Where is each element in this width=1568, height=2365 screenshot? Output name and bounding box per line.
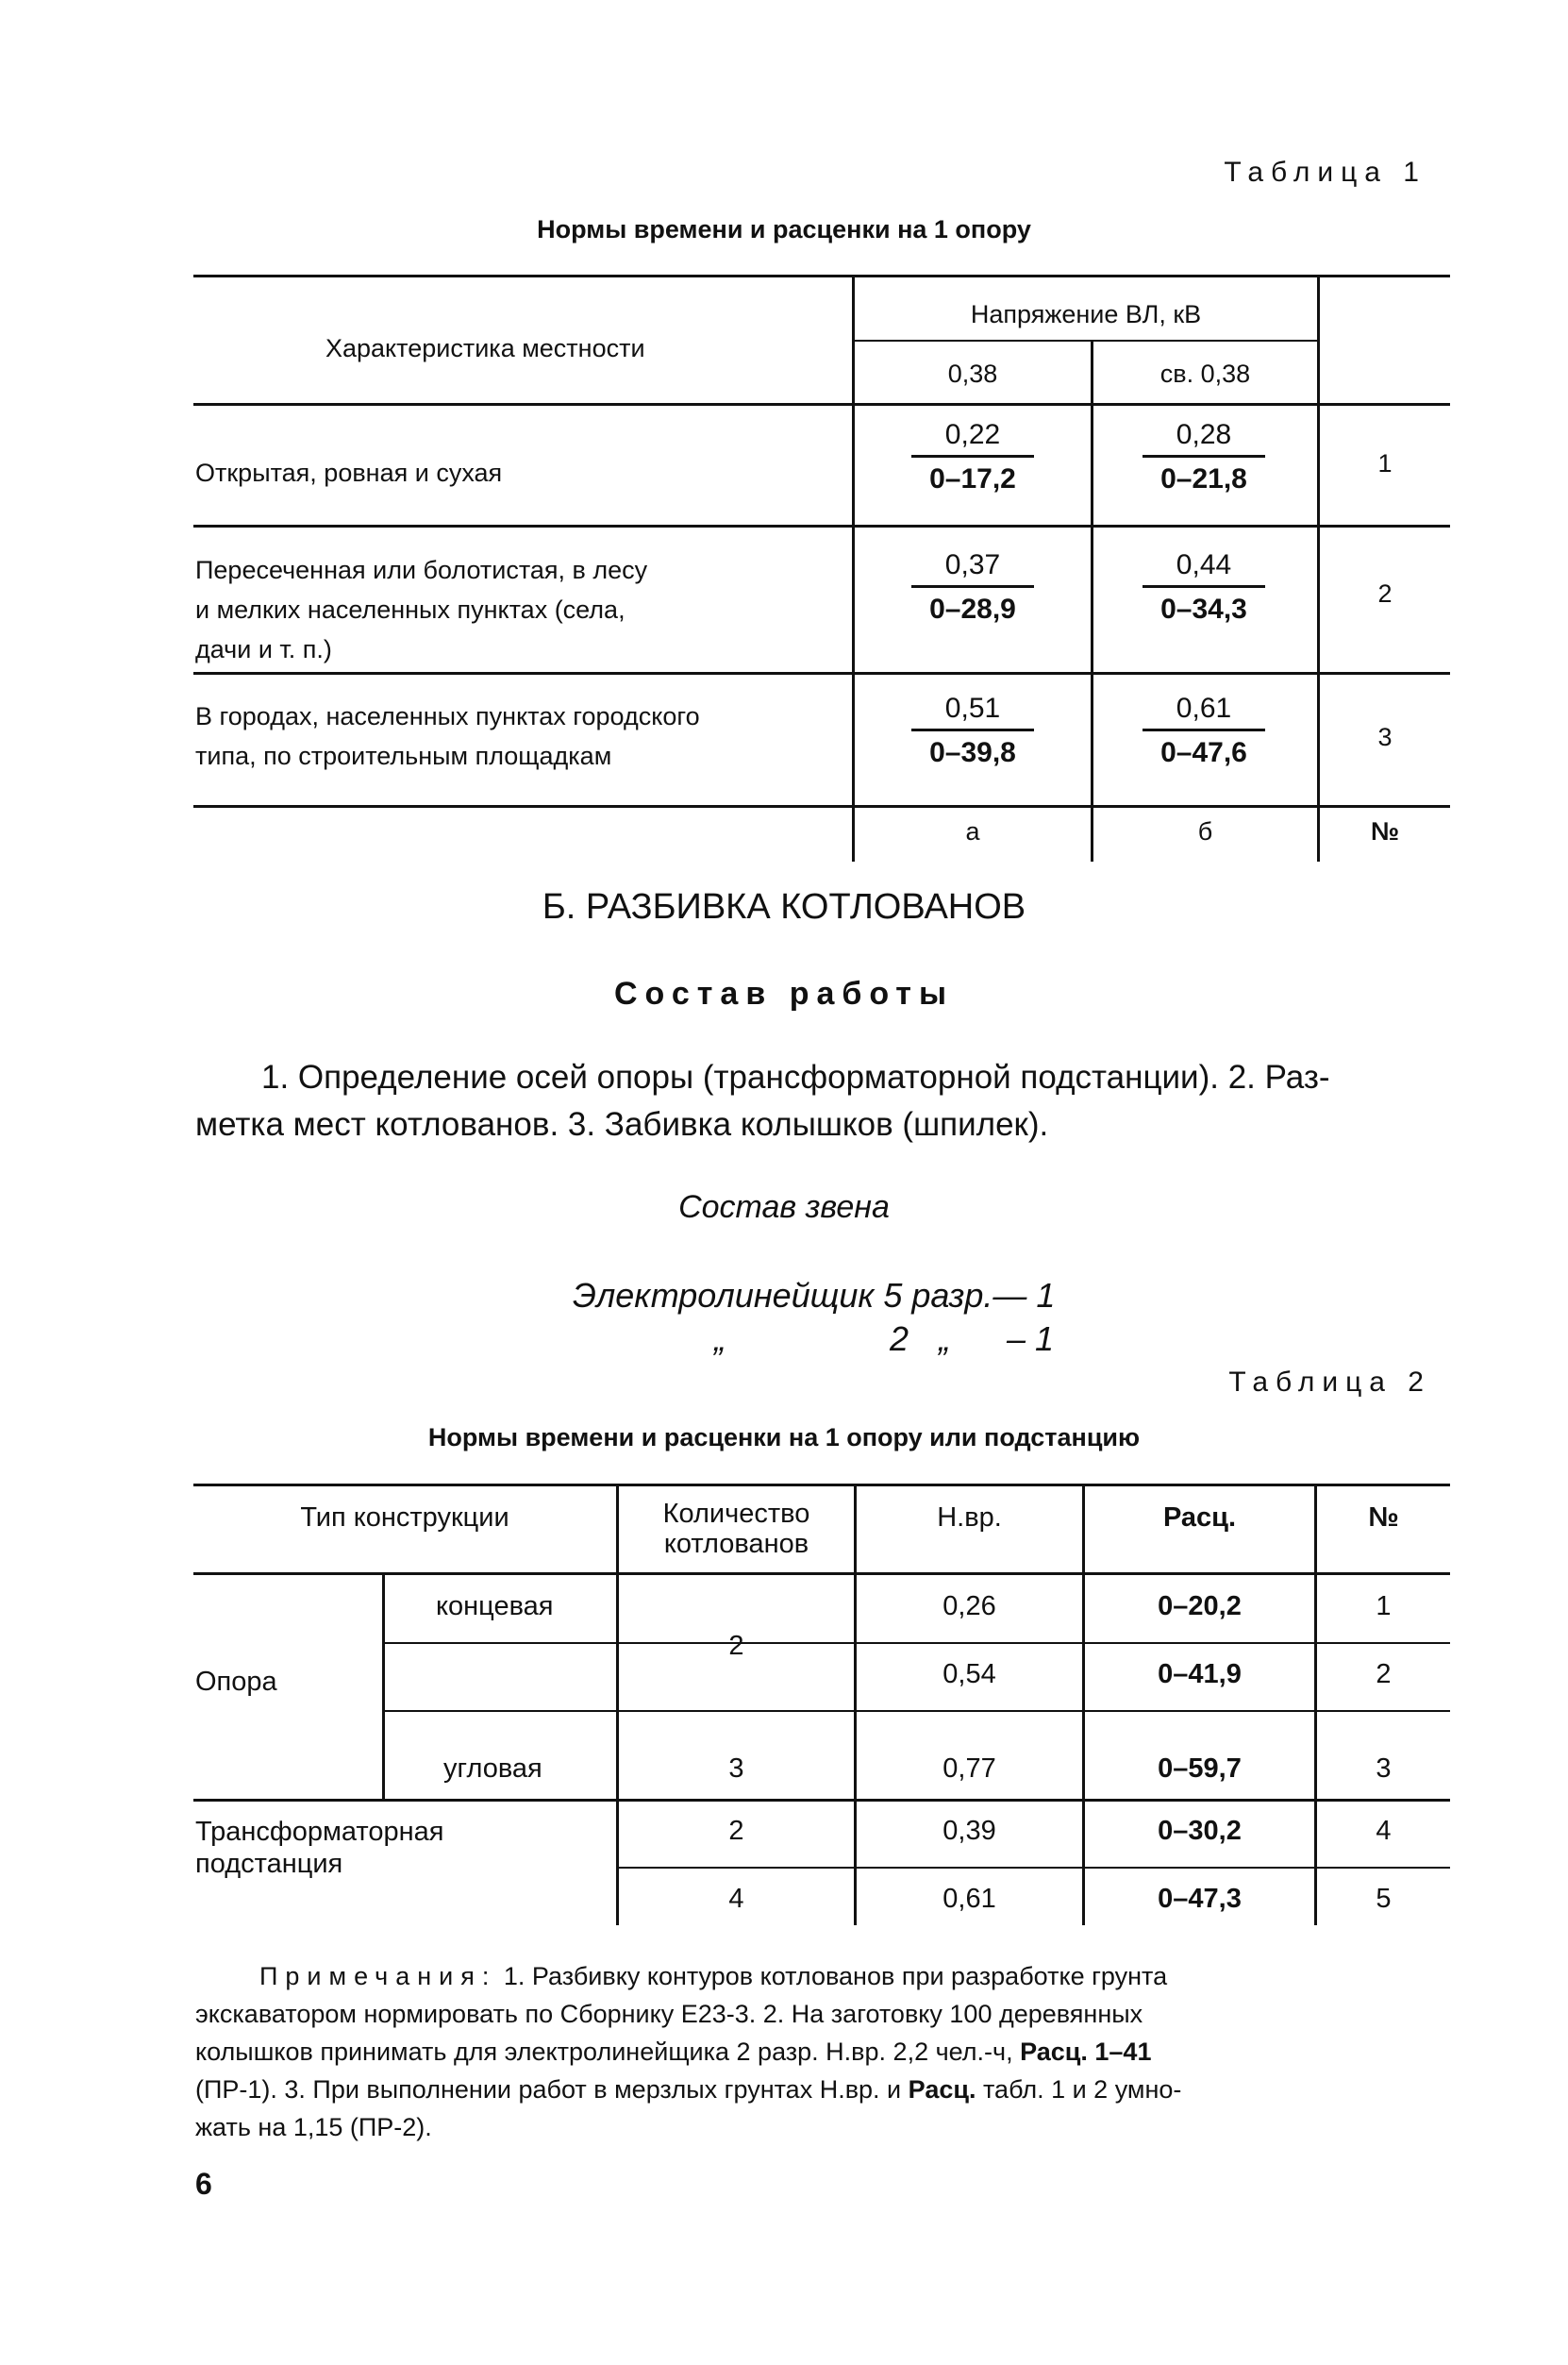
header-norm: Н.вр. <box>937 1502 1002 1533</box>
count-substation-1: 2 <box>728 1816 744 1846</box>
row1-a-norm: 0,22 <box>944 419 1001 450</box>
row3-a-rate: 0–39,8 <box>929 737 1016 768</box>
row2-b-norm: 0,44 <box>1176 549 1232 580</box>
row4-norm: 0,39 <box>942 1816 996 1846</box>
row3-col-a <box>911 691 1034 771</box>
row3-no: 3 <box>1377 723 1393 751</box>
row1-b-norm: 0,28 <box>1176 419 1232 450</box>
header-type: Тип конструкции <box>300 1502 509 1533</box>
row3-b-rate: 0–47,6 <box>1160 737 1247 768</box>
header-count-line1: Количество <box>662 1499 810 1529</box>
row2-norm: 0,54 <box>942 1659 996 1689</box>
notes-line4c: табл. 1 и 2 умно- <box>982 2075 1182 2104</box>
sub-corner: угловая <box>443 1753 542 1784</box>
count-corner: 3 <box>728 1753 744 1784</box>
header-locality: Характеристика местности <box>325 334 645 362</box>
row2-locality-line1: Пересеченная или болотистая, в лесу <box>195 556 648 584</box>
header-voltage: Напряжение ВЛ, кВ <box>970 300 1202 328</box>
table1-label: Таблица 1 <box>1224 157 1426 188</box>
row2-no: 2 <box>1376 1659 1392 1689</box>
work-line-1: 1. Определение осей опоры (трансформаторной подстанции). 2. Раз- <box>261 1059 1330 1096</box>
row3-b-norm: 0,61 <box>1176 693 1232 724</box>
count-end: 2 <box>728 1631 744 1661</box>
notes-line1: 1. Разбивку контуров котлованов при разработке грунта <box>503 1962 1168 1990</box>
work-composition-title: Состав работы <box>614 976 954 1012</box>
notes-label: Примечания: <box>259 1962 497 1990</box>
crew-line2-ditto2: „ <box>939 1319 950 1358</box>
row2-locality-line2: и мелких населенных пунктах (села, <box>195 595 626 624</box>
row2-no: 2 <box>1377 579 1393 608</box>
group-substation <box>195 1816 443 1880</box>
row3-a-norm: 0,51 <box>944 693 1001 724</box>
crew-line-1: Электролинейщик 5 разр.— 1 <box>573 1276 1056 1315</box>
header-count <box>619 1499 854 1559</box>
row3-no: 3 <box>1376 1753 1392 1784</box>
row1-locality: Открытая, ровная и сухая <box>195 459 503 487</box>
row2-a-norm: 0,37 <box>944 549 1001 580</box>
row2-b-rate: 0–34,3 <box>1160 594 1247 625</box>
crew-line2-grade: 2 <box>890 1319 909 1358</box>
footer-a: а <box>965 817 980 846</box>
table2-label: Таблица 2 <box>1228 1367 1431 1398</box>
row2-col-b <box>1143 547 1265 628</box>
crew-composition-title: Состав звена <box>678 1189 890 1225</box>
work-line-2: метка мест котлованов. 3. Забивка колышков (шпилек). <box>195 1106 1049 1143</box>
row4-rate: 0–30,2 <box>1158 1816 1242 1846</box>
row2-a-rate: 0–28,9 <box>929 594 1016 625</box>
row1-no: 1 <box>1377 449 1393 478</box>
row1-norm: 0,26 <box>942 1591 996 1621</box>
notes-line3a: колышков принимать для электролинейщика 2 разр. Н.вр. 2,2 чел.-ч, <box>195 2038 1013 2066</box>
crew-line2-count: – 1 <box>1007 1319 1055 1358</box>
notes-line4b: Расц. <box>908 2075 976 2104</box>
footer-b: б <box>1197 817 1213 846</box>
row2-locality-line3: дачи и т. п.) <box>195 635 332 663</box>
group-support: Опора <box>195 1667 277 1697</box>
row5-norm: 0,61 <box>942 1884 996 1914</box>
table2-title: Нормы времени и расценки на 1 опору или подстанцию <box>427 1423 1141 1451</box>
row3-col-b <box>1143 691 1265 771</box>
row1-rate: 0–20,2 <box>1158 1591 1242 1621</box>
sub-end: концевая <box>436 1591 554 1621</box>
header-rate: Расц. <box>1162 1502 1237 1533</box>
row5-rate: 0–47,3 <box>1158 1884 1242 1914</box>
page-number: 6 <box>195 2167 212 2201</box>
footer-no: № <box>1370 817 1400 846</box>
table1-title: Нормы времени и расценки на 1 опору <box>537 215 1031 243</box>
row1-col-b <box>1143 417 1265 497</box>
row3-rate: 0–59,7 <box>1158 1753 1242 1784</box>
row5-no: 5 <box>1376 1884 1392 1914</box>
row3-norm: 0,77 <box>942 1753 996 1784</box>
row1-b-rate: 0–21,8 <box>1160 463 1247 495</box>
row3-locality-line1: В городах, населенных пунктах городского <box>195 702 700 730</box>
header-no: № <box>1368 1502 1399 1533</box>
header-count-line2: котлованов <box>663 1529 809 1559</box>
count-substation-2: 4 <box>728 1884 744 1914</box>
group-substation-line1: Трансформаторная <box>195 1817 444 1847</box>
row1-col-a <box>911 417 1034 497</box>
row2-col-a <box>911 547 1034 628</box>
notes <box>195 1957 1450 2146</box>
row2-rate: 0–41,9 <box>1158 1659 1242 1689</box>
row4-no: 4 <box>1376 1816 1392 1846</box>
section-heading: Б. РАЗБИВКА КОТЛОВАНОВ <box>542 887 1026 927</box>
header-col-b: св. 0,38 <box>1159 360 1251 388</box>
header-col-a: 0,38 <box>947 360 998 388</box>
row3-locality-line2: типа, по строительным площадкам <box>195 742 612 770</box>
notes-line4a: (ПР-1). 3. При выполнении работ в мерзлых грунтах Н.вр. и <box>195 2075 902 2104</box>
row1-no: 1 <box>1376 1591 1392 1621</box>
group-substation-line2: подстанция <box>195 1849 343 1879</box>
crew-line2-ditto: „ <box>714 1319 726 1358</box>
row1-a-rate: 0–17,2 <box>929 463 1016 495</box>
notes-line5: жать на 1,15 (ПР-2). <box>195 2113 432 2141</box>
notes-line2: экскаватором нормировать по Сборнику Е23-3. 2. На заготовку 100 деревянных <box>195 2000 1143 2028</box>
notes-line3b: Расц. 1–41 <box>1020 2038 1152 2066</box>
